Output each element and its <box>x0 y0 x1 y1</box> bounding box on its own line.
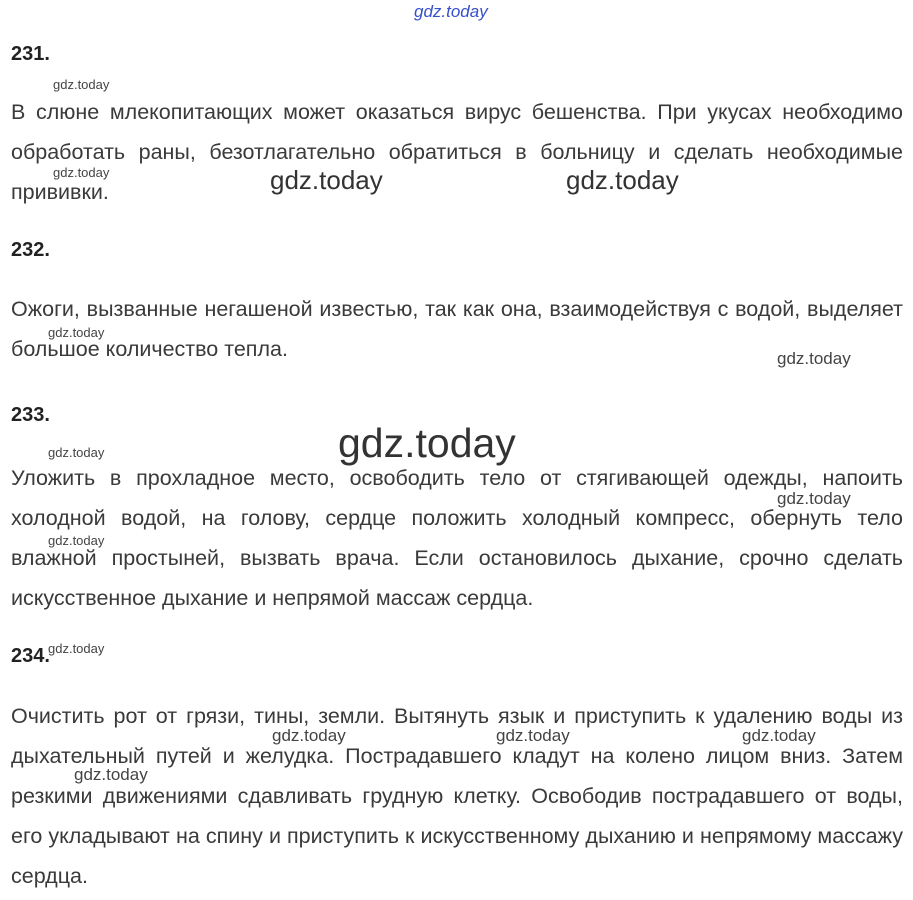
watermark: gdz.today <box>48 445 105 460</box>
task-text-232: Ожоги, вызванные негашеной известью, так как она, взаимодействуя с водой, выделяет большое количество тепла. <box>11 297 903 361</box>
watermark: gdz.today <box>53 165 110 180</box>
watermark: gdz.today <box>270 165 383 195</box>
watermark: gdz.today <box>48 641 105 656</box>
watermark: gdz.today <box>74 765 148 784</box>
watermark: gdz.today <box>777 489 851 508</box>
task-text-231: В слюне млекопитающих может оказаться вирус бешенства. При укусах необходимо обработать раны, безотлагательно обратиться в больницу и сделать необходимые прививки. <box>11 100 903 204</box>
task-text-234: Очистить рот от грязи, тины, земли. Вытянуть язык и приступить к удалению воды из дыхательный путей и желудка. Пострадавшего кладут на колено лицом вниз. Затем резкими движениями сдавливать грудную клетку. Освободив пострадавшего от воды, его укладывают на спину и приступить к искусственному дыханию и непрямому массажу сердца. <box>11 704 903 888</box>
watermark: gdz.today <box>566 165 679 195</box>
task-text-233: Уложить в прохладное место, освободить тело от стягивающей одежды, напоить холодной водой, на голову, сердце положить холодный компресс, обернуть тело влажной простыней, вызвать врача. Если остановилось дыхание, срочно сделать искусственное дыхание и непрямой массаж сердца. <box>11 466 903 610</box>
watermark: gdz.today <box>414 2 488 21</box>
task-number-234: 234. <box>11 645 50 667</box>
watermark: gdz.today <box>742 726 816 745</box>
watermark: gdz.today <box>48 533 105 548</box>
watermark: gdz.today <box>338 420 516 466</box>
watermark: gdz.today <box>272 726 346 745</box>
watermark: gdz.today <box>496 726 570 745</box>
task-number-233: 233. <box>11 404 50 426</box>
task-number-231: 231. <box>11 43 50 65</box>
watermark: gdz.today <box>48 325 105 340</box>
watermark: gdz.today <box>777 349 851 368</box>
task-number-232: 232. <box>11 239 50 261</box>
watermark: gdz.today <box>53 77 110 92</box>
